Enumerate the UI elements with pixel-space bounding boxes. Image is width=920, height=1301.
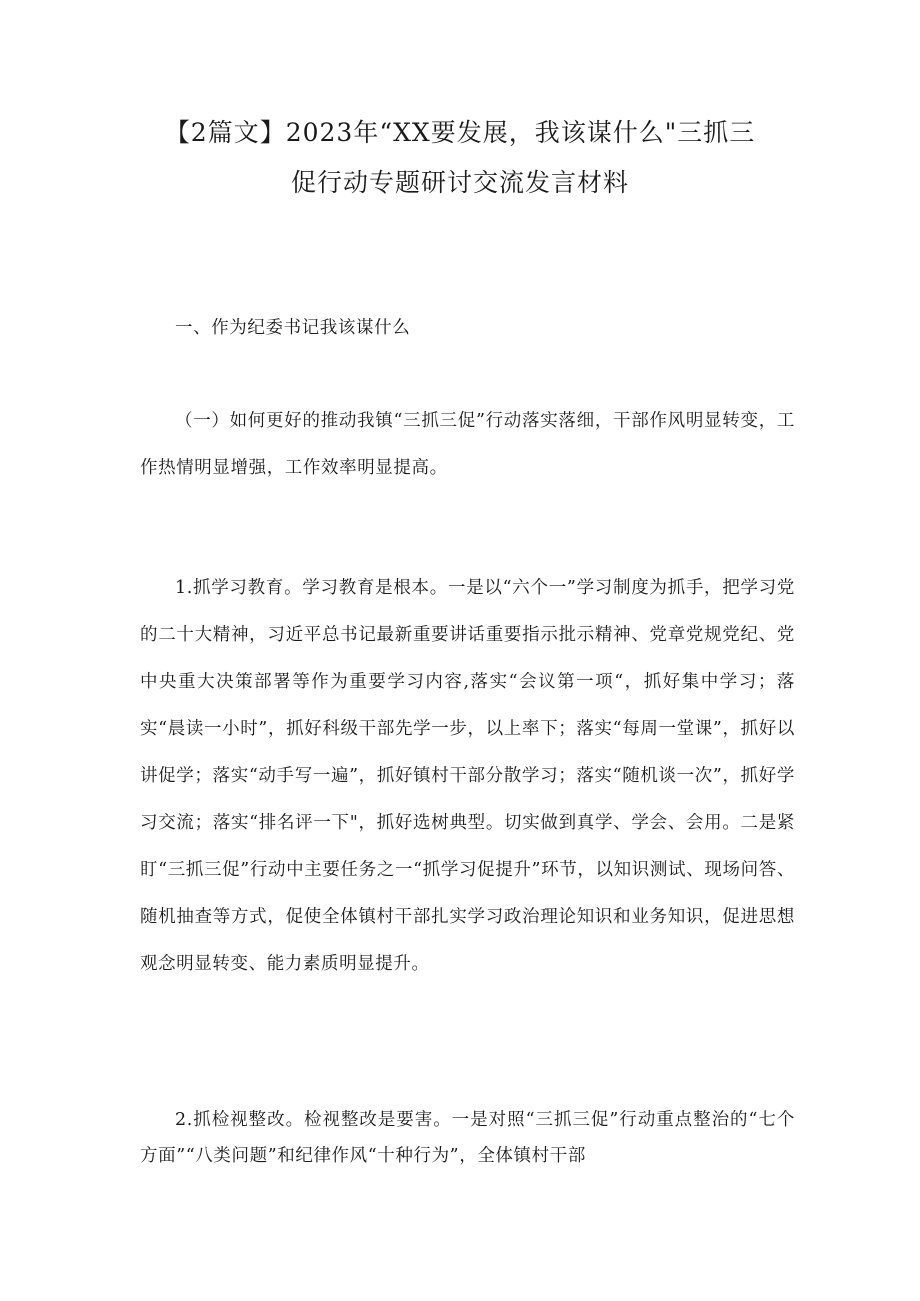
subsection-heading: （一）如何更好的推动我镇“三抓三促”行动落实落细，干部作风明显转变，工作热情明显增强，工作效率明显提高。 [140,411,795,478]
paragraph-inspection-rectification: 2.抓检视整改。检视整改是要害。一是对照“三抓三促”行动重点整治的“七个方面”“八类问题”和纪律作风“十种行为”，全体镇村干部 [140,1110,795,1166]
document-title [120,108,800,208]
title-line-1: 【2篇文】2023年“XX要发展，我该谋什么"三抓三 [164,118,756,147]
section-heading: 一、作为纪委书记我该谋什么 [175,318,411,338]
title-line-2: 促行动专题研讨交流发言材料 [290,168,629,197]
paragraph-study-education: 1.抓学习教育。学习教育是根本。一是以“六个一”学习制度为抓手，把学习党的二十大精神，习近平总书记最新重要讲话重要指示批示精神、党章党规党纪、党中央重大决策部署等作为重要学习内容,落实“会议第一项“，抓好集中学习；落实“晨读一小时”，抓好科级干部先学一步，以上率下；落实“每周一堂课”，抓好以讲促学；落实“动手写一遍”，抓好镇村干部分散学习；落实“随机谈一次”，抓好学习交流；落实“排名评一下"，抓好选树典型。切实做到真学、学会、会用。二是紧盯“三抓三促”行动中主要任务之一“抓学习促提升”环节，以知识测试、现场问答、随机抽查等方式，促使全体镇村干部扎实学习政治理论知识和业务知识，促进思想观念明显转变、能力素质明显提升。 [140,578,795,974]
